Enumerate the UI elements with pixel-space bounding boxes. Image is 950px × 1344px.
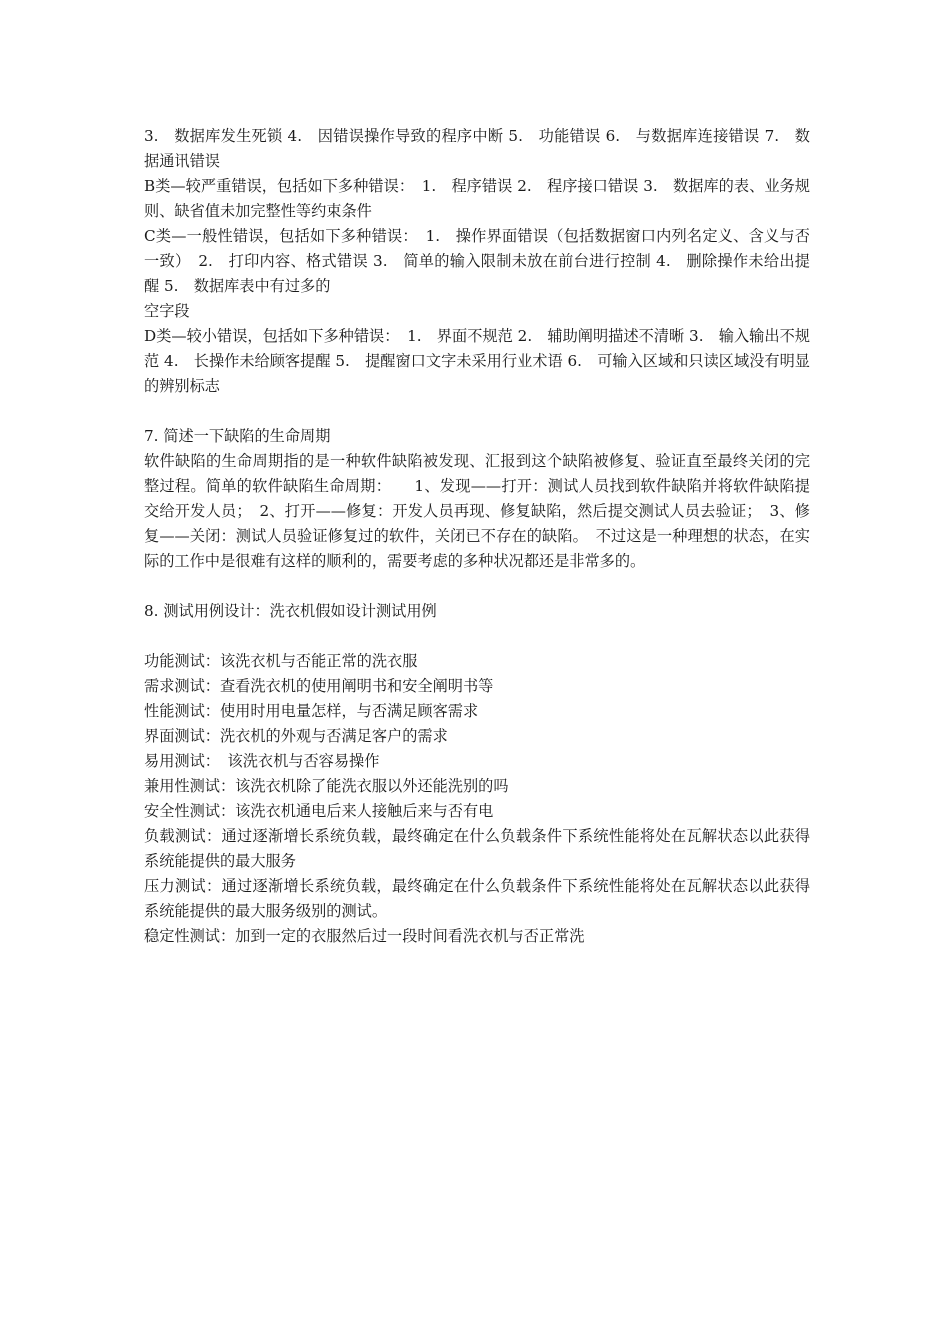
test-item-stress: 压力测试：通过逐渐增长系统负载，最终确定在什么负载条件下系统性能将处在瓦解状态以此获得系统能提供的最大服务级别的测试。 xyxy=(144,877,810,920)
spacer xyxy=(144,574,810,599)
test-item-usability: 易用测试： 该洗衣机与否容易操作 xyxy=(144,752,380,770)
question-7-title: 7. 简述一下缺陷的生命周期 xyxy=(144,427,331,445)
document-page xyxy=(144,124,810,949)
class-d-errors: D类—较小错误，包括如下多种错误： 1. 界面不规范 2. 辅助阐明描述不清晰 3. 输入输出不规范 4. 长操作未给顾客提醒 5. 提醒窗口文字未采用行业术语 6. 可输入区域和只读区域没有明显的辨别标志 xyxy=(144,327,810,395)
test-item-performance: 性能测试：使用时用电量怎样，与否满足顾客需求 xyxy=(144,702,479,720)
test-item-safety: 安全性测试：该洗衣机通电后来人接触后来与否有电 xyxy=(144,802,494,820)
test-item-interface: 界面测试：洗衣机的外观与否满足客户的需求 xyxy=(144,727,448,745)
test-item-requirements: 需求测试：查看洗衣机的使用阐明书和安全阐明书等 xyxy=(144,677,494,695)
error-list-continued: 3. 数据库发生死锁 4. 因错误操作导致的程序中断 5. 功能错误 6. 与数据库连接错误 7. 数据通讯错误 xyxy=(144,127,810,170)
test-item-load: 负载测试：通过逐渐增长系统负载，最终确定在什么负载条件下系统性能将处在瓦解状态以此获得系统能提供的最大服务 xyxy=(144,827,810,870)
class-b-errors: B类—较严重错误，包括如下多种错误： 1. 程序错误 2. 程序接口错误 3. 数据库的表、业务规则、缺省值未加完整性等约束条件 xyxy=(144,177,810,220)
test-item-functional: 功能测试：该洗衣机与否能正常的洗衣服 xyxy=(144,652,418,670)
spacer xyxy=(144,399,810,424)
class-c-errors-tail: 空字段 xyxy=(144,302,190,320)
question-8-title: 8. 测试用例设计：洗衣机假如设计测试用例 xyxy=(144,602,437,620)
spacer xyxy=(144,624,810,649)
question-7-answer: 软件缺陷的生命周期指的是一种软件缺陷被发现、汇报到这个缺陷被修复、验证直至最终关闭的完整过程。简单的软件缺陷生命周期： 1、发现——打开：测试人员找到软件缺陷并将软件缺陷提交给开发人员； 2、打开——修复：开发人员再现、修复缺陷，然后提交测试人员去验证； 3、修复——关闭：测试人员验证修复过的软件，关闭已不存在的缺陷。 不过这是一种理想的状态，在实际的工作中是很难有这样的顺利的，需要考虑的多种状况都还是非常多的。 xyxy=(144,452,810,570)
class-c-errors: C类—一般性错误，包括如下多种错误： 1. 操作界面错误（包括数据窗口内列名定义、含义与否一致） 2. 打印内容、格式错误 3. 简单的输入限制未放在前台进行控制 4. 删除操作未给出提醒 5. 数据库表中有过多的 xyxy=(144,227,810,295)
test-item-stability: 稳定性测试：加到一定的衣服然后过一段时间看洗衣机与否正常洗 xyxy=(144,927,585,945)
test-item-compatibility: 兼用性测试：该洗衣机除了能洗衣服以外还能洗别的吗 xyxy=(144,777,509,795)
